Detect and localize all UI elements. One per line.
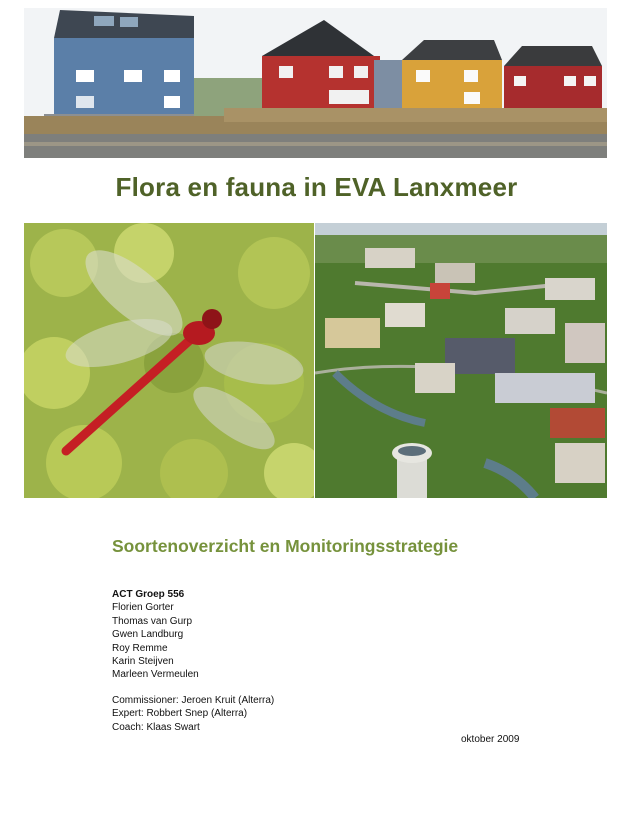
- publication-date: oktober 2009: [461, 734, 520, 745]
- team-list: [112, 588, 199, 682]
- team-member: Florien Gorter: [112, 602, 174, 614]
- commissioner-line: Commissioner: Jeroen Kruit (Alterra): [112, 695, 275, 706]
- group-name: ACT Groep 556: [112, 589, 185, 600]
- team-member: Thomas van Gurp: [112, 615, 193, 627]
- team-member: Marleen Vermeulen: [112, 669, 199, 681]
- team-member: Roy Remme: [112, 642, 168, 654]
- document-subtitle: Soortenoverzicht en Monitoringsstrategie: [112, 536, 459, 556]
- dragonfly-photo: [24, 223, 314, 498]
- expert-line: Expert: Robbert Snep (Alterra): [112, 708, 248, 720]
- team-member: Gwen Landburg: [112, 629, 184, 641]
- banner-photo-houses: [24, 8, 607, 158]
- aerial-neighbourhood-photo: [315, 223, 607, 498]
- team-member: Karin Steijven: [112, 656, 174, 668]
- coach-line: Coach: Klaas Swart: [112, 721, 200, 733]
- document-title: Flora en fauna in EVA Lanxmeer: [115, 172, 518, 202]
- roles-list: [112, 694, 274, 734]
